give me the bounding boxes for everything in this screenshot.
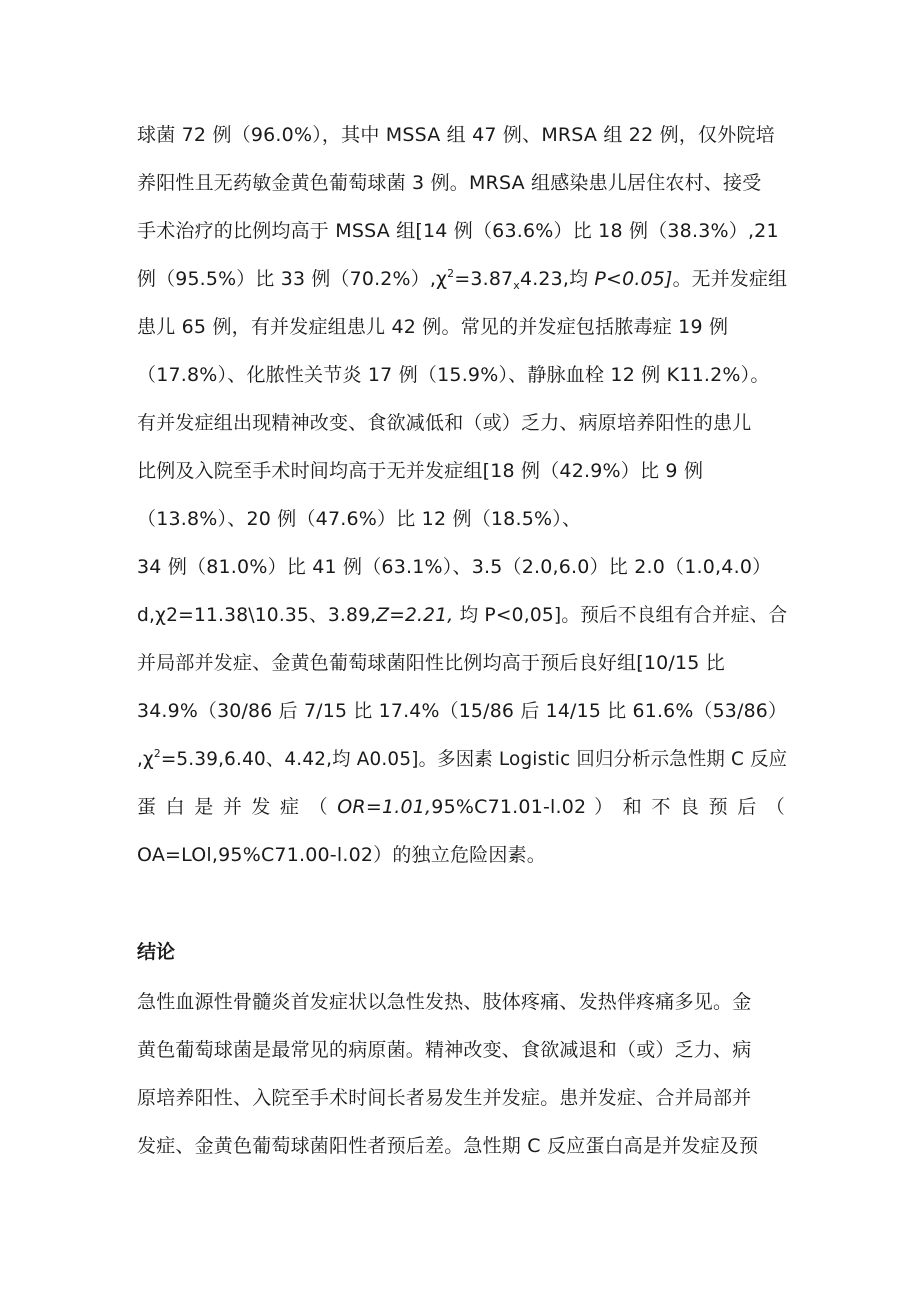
superscript: 2 [447,267,455,280]
text-run: 95%C71.01-l.02 ） 和 不 良 预 后 （ [431,796,786,818]
results-line-11 [137,603,787,627]
results-line-4 [137,267,787,291]
results-line-6: （17.8%）、化脓性关节炎 17 例（15.9%）、静脉血栓 12 例 K11.2%）。 [137,364,770,386]
text-run: 蛋 白 是 并 发 症 （ [137,796,338,818]
results-line-14 [137,747,787,771]
results-line-12: 并局部并发症、金黄色葡萄球菌阳性比例均高于预后良好组[10/15 比 [137,652,726,674]
results-line-15 [137,795,785,819]
conclusion-line-3: 原培养阳性、入院至手术时间长者易发生并发症。患并发症、合并局部并 [137,1087,752,1109]
text-run: 。无并发症组 [672,268,788,290]
results-line-16: OA=LOl,95%C71.00-l.02）的独立危险因素。 [137,844,546,866]
text-run: =3.87 [454,268,514,290]
results-line-1: 球菌 72 例（96.0%），其中 MSSA 组 47 例、MRSA 组 22 例，仅外院培 [137,124,775,146]
results-line-2: 养阳性且无药敏金黄色葡萄球菌 3 例。MRSA 组感染患儿居住农村、接受 [137,172,762,194]
results-line-7: 有并发症组出现精神改变、食欲减低和（或）乏力、病原培养阳性的患儿 [137,412,752,434]
text-run: 例（95.5%）比 33 例（70.2%）,χ [137,268,448,290]
results-line-9: （13.8%）、20 例（47.6%）比 12 例（18.5%）、 [137,508,582,530]
results-line-8: 比例及入院至手术时间均高于无并发症组[18 例（42.9%）比 9 例 [137,460,704,482]
results-line-10: 34 例（81.0%）比 41 例（63.1%）、3.5（2.0,6.0）比 2.0（1.0,4.0） [137,556,772,578]
italic-run: Z=2.21, [376,604,454,626]
italic-run: OR=1.01, [337,796,432,818]
subscript: x [513,279,520,292]
text-run: 均 P<0,05]。预后不良组有合并症、合 [453,604,788,626]
text-run: =5.39,6.40、4.42,均 A0.05]。多因素 Logistic 回归分析示急性期 C 反应 [160,748,788,770]
text-run: 4.23,均 [519,268,595,290]
results-line-5: 患儿 65 例，有并发症组患儿 42 例。常见的并发症包括脓毒症 19 例 [137,316,729,338]
conclusion-heading: 结论 [137,941,176,963]
results-line-3: 手术治疗的比例均高于 MSSA 组[14 例（63.6%）比 18 例（38.3%）,21 [137,220,779,242]
italic-run: P<0.05] [594,268,673,290]
conclusion-line-4: 发症、金黄色葡萄球菌阳性者预后差。急性期 C 反应蛋白高是并发症及预 [137,1135,759,1157]
conclusion-line-1: 急性血源性骨髓炎首发症状以急性发热、肢体疼痛、发热伴疼痛多见。金 [137,991,752,1013]
text-run: d,χ2=11.38\10.35、3.89, [137,604,377,626]
conclusion-line-2: 黄色葡萄球菌是最常见的病原菌。精神改变、食欲减退和（或）乏力、病 [137,1039,752,1061]
text-run: ,χ [137,748,154,770]
results-line-13: 34.9%（30/86 后 7/15 比 17.4%（15/86 后 14/15 比 61.6%（53/86） [137,700,788,722]
superscript: 2 [153,747,161,760]
